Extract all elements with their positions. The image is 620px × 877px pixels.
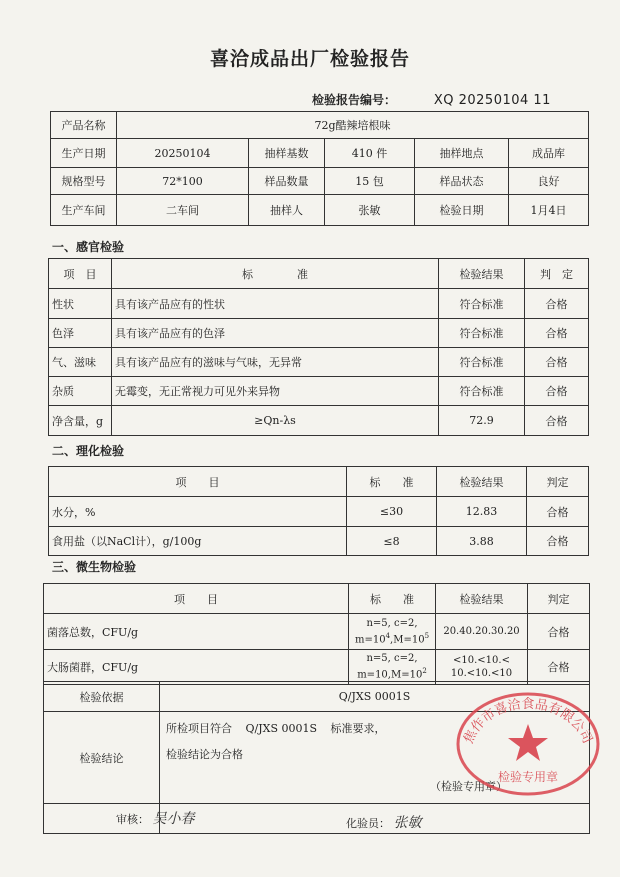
micro-result: <10.<10.< 10.<10.<10 xyxy=(436,650,528,685)
sample-base: 410 件 xyxy=(325,139,415,168)
micro-std-line2: $m=10,M=10^2$ xyxy=(357,667,427,681)
sensory-result: 符合标准 xyxy=(439,289,525,319)
sample-state: 良好 xyxy=(509,168,589,195)
table-row xyxy=(49,497,589,527)
micro-table xyxy=(43,583,590,685)
basis-label: 检验依据 xyxy=(44,682,160,712)
spec: 72*100 xyxy=(117,168,249,195)
report-number-value: XQ 20250104 11 xyxy=(433,93,551,108)
sample-qty: 15 包 xyxy=(325,168,415,195)
sensory-table xyxy=(48,258,589,436)
table-row xyxy=(49,319,589,348)
section-micro-heading: 三、微生物检验 xyxy=(52,560,137,574)
workshop: 二车间 xyxy=(117,195,249,226)
report-number-label: 检验报告编号： xyxy=(312,93,397,107)
physchem-result: 3.88 xyxy=(437,527,527,556)
sensory-header-result: 检验结果 xyxy=(439,259,525,289)
sensory-std: 无霉变，无正常视力可见外来异物 xyxy=(112,377,439,406)
seal-ring-text: 焦作市喜洽食品有限公司 xyxy=(461,697,595,746)
sensory-judge: 合格 xyxy=(525,406,589,436)
reviewer xyxy=(116,808,195,828)
physchem-item: 食用盐（以NaCl计），g/100g xyxy=(49,527,347,556)
sensory-item: 色泽 xyxy=(49,319,112,348)
sensory-result: 符合标准 xyxy=(439,319,525,348)
label-sampler: 抽样人 xyxy=(249,195,325,226)
stamp-note: （检验专用章） xyxy=(430,780,507,793)
physchem-header-std: 标 准 xyxy=(347,467,437,497)
section-sensory-heading: 一、感官检验 xyxy=(52,240,125,254)
micro-result: 20.40.20.30.20 xyxy=(436,614,528,650)
micro-header-std: 标 准 xyxy=(349,584,436,614)
table-row xyxy=(44,614,590,650)
micro-header-judge: 判定 xyxy=(528,584,590,614)
conclusion-line2: 检验结论为合格 xyxy=(166,748,243,761)
sensory-item: 杂质 xyxy=(49,377,112,406)
product-name: 72g酷辣培根味 xyxy=(117,112,589,139)
physchem-std: ≤30 xyxy=(347,497,437,527)
table-row xyxy=(49,348,589,377)
product-info-table xyxy=(50,111,589,226)
sensory-result: 72.9 xyxy=(439,406,525,436)
sensory-judge: 合格 xyxy=(525,348,589,377)
sensory-item: 净含量，g xyxy=(49,406,112,436)
sensory-item: 性状 xyxy=(49,289,112,319)
report-number xyxy=(312,91,551,108)
micro-item: 大肠菌群，CFU/g xyxy=(44,650,349,685)
seal-bottom-text: 检验专用章 xyxy=(497,770,559,784)
label-product-name: 产品名称 xyxy=(51,112,117,139)
label-inspect-date: 检验日期 xyxy=(415,195,509,226)
micro-std-line1: n=5, c=2, xyxy=(366,617,418,629)
basis-value: Q/JXS 0001S xyxy=(160,682,590,712)
micro-header-result: 检验结果 xyxy=(436,584,528,614)
sensory-std: ≥Qn-λs xyxy=(112,406,439,436)
sensory-judge: 合格 xyxy=(525,319,589,348)
sensory-judge: 合格 xyxy=(525,289,589,319)
reviewer-label: 审核： xyxy=(116,813,149,826)
report-title: 喜洽成品出厂检验报告 xyxy=(209,48,410,70)
label-sample-base: 抽样基数 xyxy=(249,139,325,168)
micro-item: 菌落总数，CFU/g xyxy=(44,614,349,650)
micro-std-line2: $m=10^4,M=10^5$ xyxy=(354,631,430,646)
sampler: 张敏 xyxy=(325,195,415,226)
sample-place: 成品库 xyxy=(509,139,589,168)
inspector-signature: 张敏 xyxy=(393,815,422,831)
physchem-item: 水分，% xyxy=(49,497,347,527)
micro-judge: 合格 xyxy=(528,650,590,685)
company-seal xyxy=(452,686,602,796)
physchem-std: ≤8 xyxy=(347,527,437,556)
label-prod-date: 生产日期 xyxy=(51,139,117,168)
sensory-judge: 合格 xyxy=(525,377,589,406)
seal-star-icon xyxy=(508,724,548,761)
label-sample-place: 抽样地点 xyxy=(415,139,509,168)
micro-judge: 合格 xyxy=(528,614,590,650)
micro-std xyxy=(349,650,436,685)
section-physchem-heading: 二、理化检验 xyxy=(52,444,125,458)
table-row xyxy=(49,527,589,556)
sensory-result: 符合标准 xyxy=(439,377,525,406)
table-row xyxy=(44,650,590,685)
conclusion-line1: 所检项目符合 Q/JXS 0001S 标准要求， xyxy=(166,722,386,735)
sensory-item: 气、滋味 xyxy=(49,348,112,377)
physchem-judge: 合格 xyxy=(527,497,589,527)
sensory-std: 具有该产品应有的滋味与气味，无异常 xyxy=(112,348,439,377)
sensory-std: 具有该产品应有的性状 xyxy=(112,289,439,319)
label-sample-state: 样品状态 xyxy=(415,168,509,195)
table-row xyxy=(49,406,589,436)
sensory-header-std: 标 准 xyxy=(112,259,439,289)
physchem-judge: 合格 xyxy=(527,527,589,556)
prod-date: 20250104 xyxy=(117,139,249,168)
inspector xyxy=(346,812,422,832)
table-row xyxy=(49,289,589,319)
micro-std-line1: n=5, c=2, xyxy=(366,653,418,665)
sensory-result: 符合标准 xyxy=(439,348,525,377)
physchem-header-item: 项 目 xyxy=(49,467,347,497)
label-workshop: 生产车间 xyxy=(51,195,117,226)
physchem-table xyxy=(48,466,589,556)
sensory-header-item: 项 目 xyxy=(49,259,112,289)
physchem-result: 12.83 xyxy=(437,497,527,527)
inspect-date: 1月4日 xyxy=(509,195,589,226)
micro-header-item: 项 目 xyxy=(44,584,349,614)
table-row xyxy=(49,377,589,406)
reviewer-signature: 吴小春 xyxy=(152,811,195,827)
physchem-header-result: 检验结果 xyxy=(437,467,527,497)
micro-std xyxy=(349,614,436,650)
sensory-std: 具有该产品应有的色泽 xyxy=(112,319,439,348)
label-spec: 规格型号 xyxy=(51,168,117,195)
label-sample-qty: 样品数量 xyxy=(249,168,325,195)
sensory-header-judge: 判 定 xyxy=(525,259,589,289)
conclusion-label: 检验结论 xyxy=(44,712,160,804)
inspector-label: 化验员： xyxy=(346,817,390,830)
physchem-header-judge: 判定 xyxy=(527,467,589,497)
